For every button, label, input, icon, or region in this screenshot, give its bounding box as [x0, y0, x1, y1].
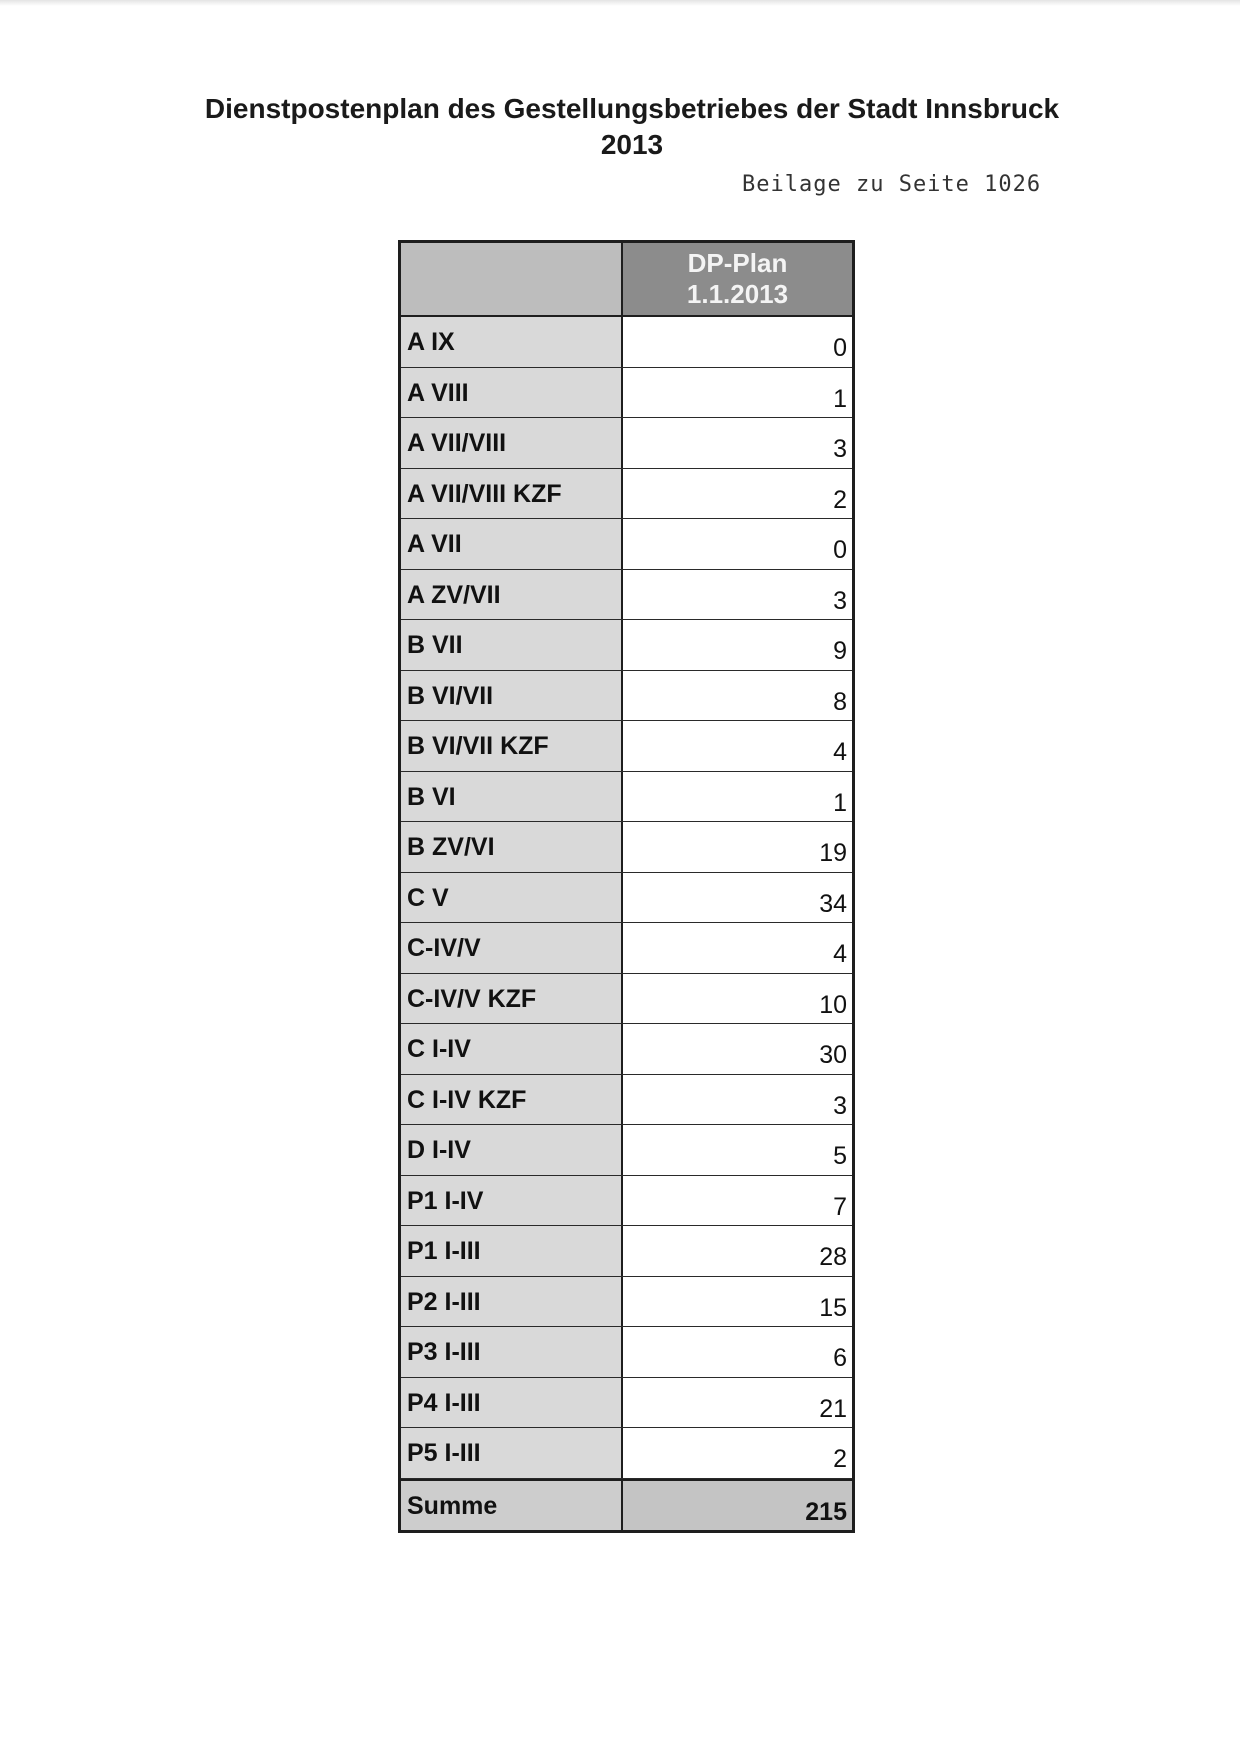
table-row [401, 519, 852, 570]
table-row [401, 1176, 852, 1227]
table-row [401, 721, 852, 772]
row-value: 4 [623, 923, 852, 973]
document-year: 2013 [600, 129, 664, 160]
table-row [401, 1226, 852, 1277]
row-label: A IX [401, 317, 623, 367]
row-value: 9 [623, 620, 852, 670]
table-row [401, 418, 852, 469]
row-label: C I-IV KZF [401, 1075, 623, 1125]
row-value: 6 [623, 1327, 852, 1377]
table-row [401, 974, 852, 1025]
row-label: A VII/VIII [401, 418, 623, 468]
row-label: A VII/VIII KZF [401, 469, 623, 519]
row-label: C V [401, 873, 623, 923]
row-value: 19 [623, 822, 852, 872]
row-label: B ZV/VI [401, 822, 623, 872]
table-row [401, 570, 852, 621]
row-value: 10 [623, 974, 852, 1024]
total-row [401, 1479, 852, 1530]
row-label: A VIII [401, 368, 623, 418]
row-label: B VI/VII [401, 671, 623, 721]
table-row [401, 1428, 852, 1479]
table-row [401, 772, 852, 823]
row-label: C-IV/V KZF [401, 974, 623, 1024]
row-value: 5 [623, 1125, 852, 1175]
page-note: Beilage zu Seite 1026 [742, 172, 1042, 197]
table-row [401, 1327, 852, 1378]
row-label: P4 I-III [401, 1378, 623, 1428]
table-row [401, 368, 852, 419]
row-value: 0 [623, 317, 852, 367]
row-label: P3 I-III [401, 1327, 623, 1377]
row-label: C-IV/V [401, 923, 623, 973]
row-value: 3 [623, 570, 852, 620]
total-label: Summe [401, 1481, 623, 1530]
row-value: 2 [623, 469, 852, 519]
table-row [401, 469, 852, 520]
row-label: B VI [401, 772, 623, 822]
row-label: C I-IV [401, 1024, 623, 1074]
row-label: A VII [401, 519, 623, 569]
row-value: 30 [623, 1024, 852, 1074]
header-value-line2: 1.1.2013 [686, 279, 789, 309]
row-value: 2 [623, 1428, 852, 1478]
document-title: Dienstpostenplan des Gestellungsbetriebes der Stadt Innsbruck [204, 93, 1060, 124]
row-value: 7 [623, 1176, 852, 1226]
table-row [401, 1024, 852, 1075]
total-value: 215 [623, 1481, 852, 1530]
header-label-cell [401, 243, 623, 315]
row-value: 28 [623, 1226, 852, 1276]
row-label: P1 I-III [401, 1226, 623, 1276]
row-label: D I-IV [401, 1125, 623, 1175]
row-label: B VI/VII KZF [401, 721, 623, 771]
row-value: 8 [623, 671, 852, 721]
row-value: 4 [623, 721, 852, 771]
row-value: 3 [623, 1075, 852, 1125]
table-row [401, 822, 852, 873]
row-value: 1 [623, 368, 852, 418]
row-value: 21 [623, 1378, 852, 1428]
table-row [401, 317, 852, 368]
row-value: 15 [623, 1277, 852, 1327]
table-row [401, 1125, 852, 1176]
table-row [401, 620, 852, 671]
row-value: 3 [623, 418, 852, 468]
table-row [401, 1378, 852, 1429]
header-value-cell [623, 243, 852, 315]
row-label: A ZV/VII [401, 570, 623, 620]
row-value: 0 [623, 519, 852, 569]
row-label: P2 I-III [401, 1277, 623, 1327]
row-value: 34 [623, 873, 852, 923]
staff-plan-table [398, 240, 855, 1533]
row-label: B VII [401, 620, 623, 670]
table-row [401, 873, 852, 924]
table-row [401, 671, 852, 722]
table-row [401, 1277, 852, 1328]
row-label: P1 I-IV [401, 1176, 623, 1226]
row-label: P5 I-III [401, 1428, 623, 1478]
table-row [401, 923, 852, 974]
header-value-line1: DP-Plan [687, 248, 788, 278]
scan-edge [0, 0, 1240, 6]
row-value: 1 [623, 772, 852, 822]
table-header-row [401, 243, 852, 317]
table-row [401, 1075, 852, 1126]
